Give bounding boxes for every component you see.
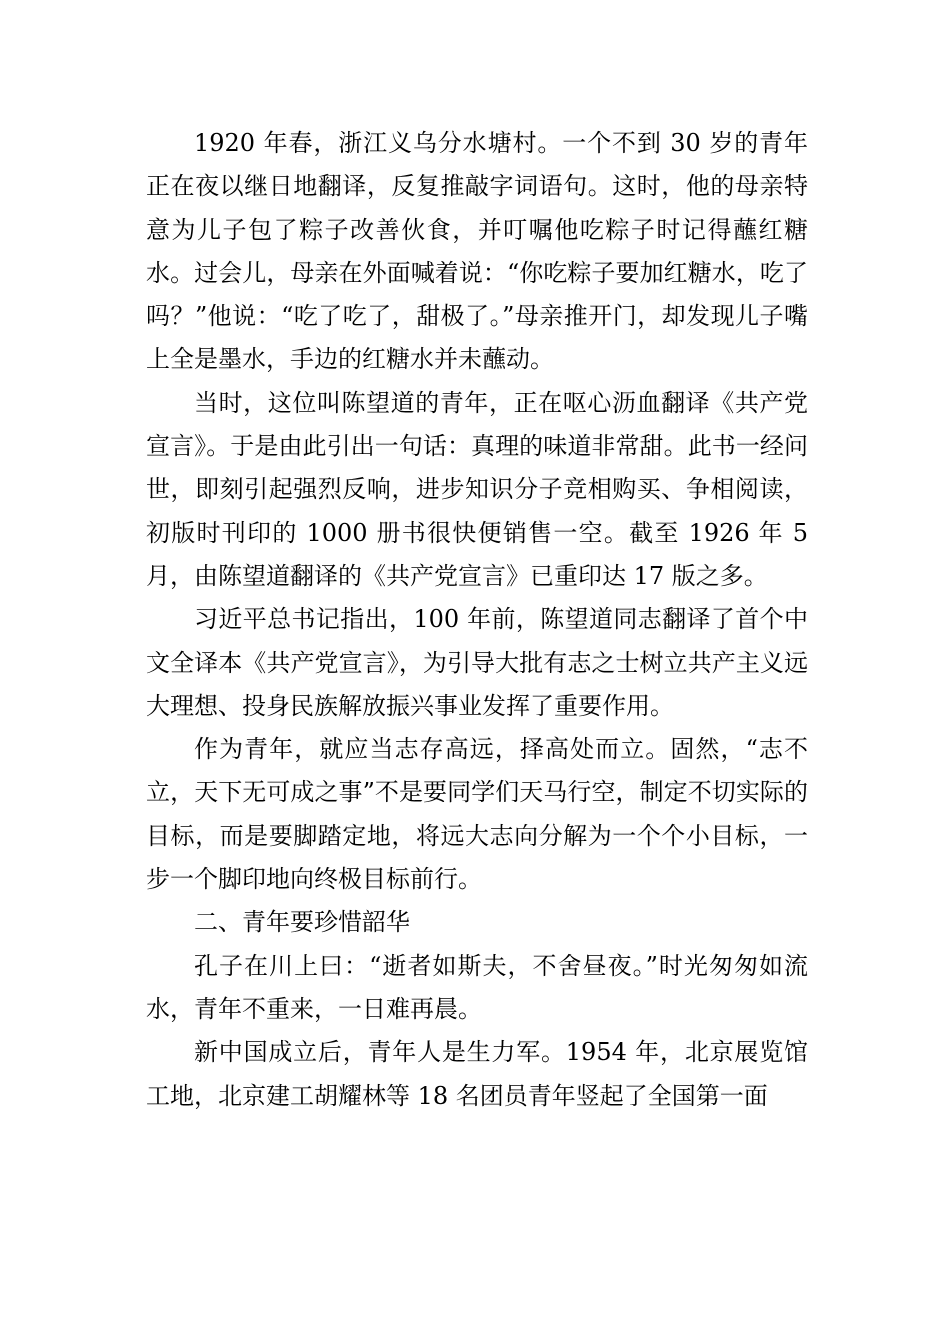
paragraph-communist-manifesto: 当时，这位叫陈望道的青年，正在呕心沥血翻译《共产党宣言》。于是由此引出一句话：真理的味道非常甜。此书一经问世，即刻引起强烈反响，进步知识分子竞相购买、争相阅读，初版时刊印的 1000 册书很快便销售一空。截至 1926 年 5 月，由陈望道翻译的《共产党宣言》已重印达 17 版之多。 <box>146 388 808 590</box>
document-body <box>146 122 808 1118</box>
paragraph-youth-aspiration: 作为青年，就应当志存高远，择高处而立。固然，“志不立，天下无可成之事”不是要同学们天马行空，制定不切实际的目标，而是要脚踏定地，将远大志向分解为一个个小目标，一步一个脚印地向终极目标前行。 <box>146 735 808 894</box>
paragraph-chen-wangdao-story: 1920 年春，浙江义乌分水塘村。一个不到 30 岁的青年正在夜以继日地翻译，反复推敲字词语句。这时，他的母亲特意为儿子包了粽子改善伙食，并叮嘱他吃粽子时记得蘸红糖水。过会儿，母亲在外面喊着说：“你吃粽子要加红糖水，吃了吗？”他说：“吃了吃了，甜极了。”母亲推开门，却发现儿子嘴上全是墨水，手边的红糖水并未蘸动。 <box>146 129 808 374</box>
paragraph-confucius-quote: 孔子在川上曰：“逝者如斯夫，不舍昼夜。”时光匆匆如流水，青年不重来，一日难再晨。 <box>146 951 808 1023</box>
paragraph-new-china-youth: 新中国成立后，青年人是生力军。1954 年，北京展览馆工地，北京建工胡耀林等 18 名团员青年竖起了全国第一面 <box>146 1038 808 1110</box>
paragraph-xi-jinping-quote: 习近平总书记指出，100 年前，陈望道同志翻译了首个中文全译本《共产党宣言》，为引导大批有志之士树立共产主义远大理想、投身民族解放振兴事业发挥了重要作用。 <box>146 605 808 720</box>
section-heading: 二、青年要珍惜韶华 <box>194 908 410 937</box>
